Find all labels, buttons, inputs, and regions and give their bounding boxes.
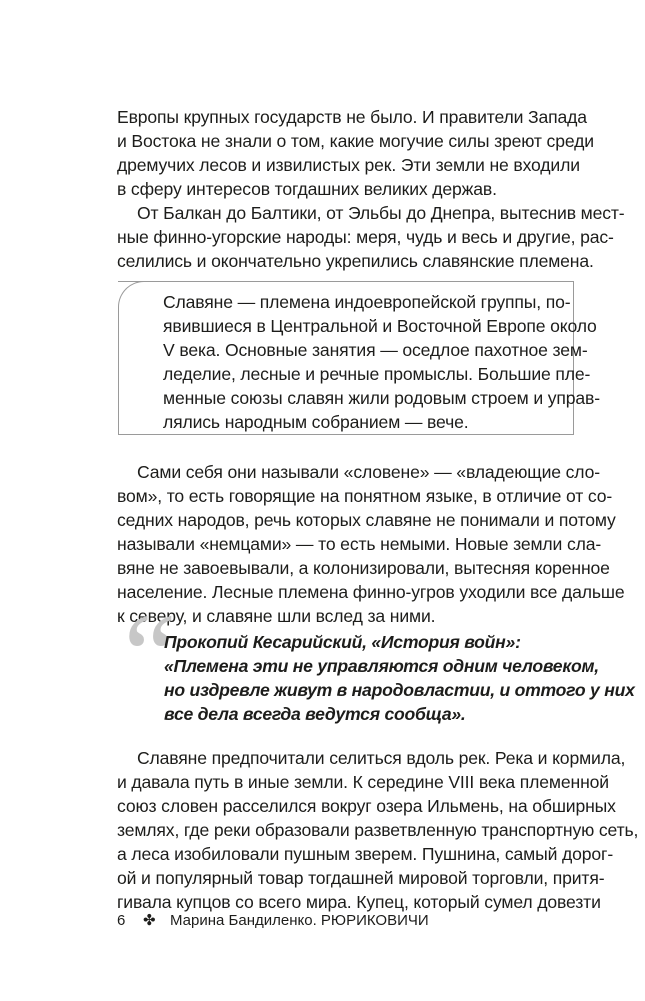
text-line: селились и окончательно укрепились славянские племена. [117, 251, 594, 271]
text-line: и давала путь в иные земли. К середине VIII века племенной [117, 772, 609, 792]
quote-attribution: Прокопий Кесарийский, «История войн»: [164, 632, 521, 652]
text-line: землях, где реки образовали разветвленную транспортную сеть, [117, 820, 639, 840]
running-title: Марина Бандиленко. РЮРИКОВИЧИ [170, 912, 429, 929]
text-line: к северу, и славяне шли вслед за ними. [117, 606, 436, 626]
text-line: V века. Основные занятия — оседлое пахотное зем- [163, 340, 588, 360]
text-line: вом», то есть говорящие на понятном языке, в отличие от со- [117, 486, 613, 506]
text-line: в сферу интересов тогдашних великих держав. [117, 179, 497, 199]
quote-line: все дела всегда ведутся сообща». [164, 704, 466, 724]
text-line: и Востока не знали о том, какие могучие силы зреют среди [117, 131, 594, 151]
text-line: Сами себя они называли «словене» — «владеющие сло- [137, 462, 600, 482]
text-line: Славяне — племена индоевропейской группы, по- [163, 292, 571, 312]
text-line: ные финно-угорские народы: меря, чудь и весь и другие, рас- [117, 227, 614, 247]
text-line: население. Лесные племена финно-угров уходили все дальше [117, 582, 625, 602]
text-line: менные союзы славян жили родовым строем и управ- [163, 388, 600, 408]
ornament-icon: ✤ [143, 912, 156, 929]
text-line: а леса изобиловали пушным зверем. Пушнина, самый дорог- [117, 844, 614, 864]
quote-line: но издревле живут в народовластии, и оттого у них [164, 680, 635, 700]
text-line: От Балкан до Балтики, от Эльбы до Днепра, вытеснив мест- [137, 203, 625, 223]
quote-mark-icon: “ [112, 589, 178, 720]
text-line: называли «немцами» — то есть немыми. Новые земли сла- [117, 534, 602, 554]
text-line: явившиеся в Центральной и Восточной Европе около [163, 316, 597, 336]
text-line: леделие, лесные и речные промыслы. Большие пле- [163, 364, 591, 384]
text-line: дремучих лесов и извилистых рек. Эти земли не входили [117, 155, 580, 175]
text-line: Славяне предпочитали селиться вдоль рек. Река и кормила, [137, 748, 626, 768]
text-line: лялись народным собранием — вече. [163, 412, 469, 432]
text-line: Европы крупных государств не было. И правители Запада [117, 107, 587, 127]
text-line: гивала купцов со всего мира. Купец, который сумел довезти [117, 892, 601, 912]
text-line: ой и популярный товар тогдашней мировой торговли, притя- [117, 868, 605, 888]
infobox-rounded-corner [118, 281, 146, 435]
quote-line: «Племена эти не управляются одним человеком, [164, 656, 599, 676]
page-number: 6 [117, 912, 126, 929]
text-line: союз словен расселился вокруг озера Ильмень, на обширных [117, 796, 616, 816]
text-line: седних народов, речь которых славяне не понимали и потому [117, 510, 616, 530]
text-line: вяне не завоевывали, а колонизировали, вытесняя коренное [117, 558, 610, 578]
